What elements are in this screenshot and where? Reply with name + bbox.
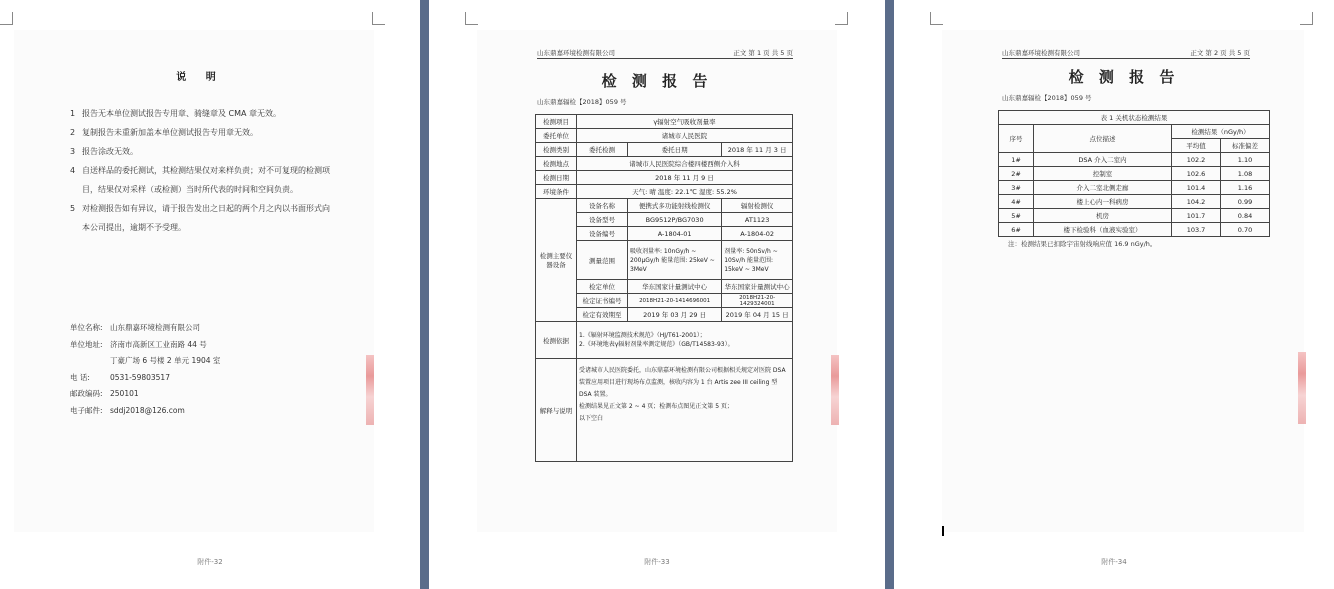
crop-mark: [835, 12, 848, 25]
table-row: 委托单位 诸城市人民医院: [536, 129, 793, 143]
table-row: 设备编号 A-1804-01 A-1804-02: [536, 227, 793, 241]
seal-stamp: [1298, 352, 1306, 424]
header-company: 山东鼎嘉环境检测有限公司: [1002, 49, 1080, 57]
note-item: 1 报告无本单位测试报告专用章、骑缝章及 CMA 章无效。: [70, 109, 282, 118]
table-row: 1# DSA 介入二室内 102.2 1.10: [999, 153, 1270, 167]
table-row: 检测地点 诸城市人民医院综合楼四楼西侧介入科: [536, 157, 793, 171]
info-row: 电子邮件: sddj2018@126.com: [70, 405, 185, 415]
notes-list: [70, 104, 330, 237]
table-header-row: 平均值 标准偏差: [999, 139, 1270, 153]
table-row: 5# 机房 101.7 0.84: [999, 209, 1270, 223]
note-item: 3 报告涂改无效。: [70, 147, 138, 156]
table-note: 注：检测结果已扣除宇宙射线响应值 16.9 nGy/h。: [1008, 240, 1157, 248]
seal-stamp: [831, 355, 839, 425]
page-header: [537, 48, 793, 59]
report-number: 山东鼎嘉辐检【2018】059 号: [1002, 94, 1092, 102]
company-info: [70, 320, 330, 419]
note-item: 5 对检测报告如有异议，请于报告发出之日起的两个月之内以书面形式向本公司提出，逾期不予受理。: [70, 204, 330, 232]
table-row: 设备型号 BG9512P/BG7030 AT1123: [536, 213, 793, 227]
info-row: 电 话: 0531-59803517: [70, 372, 170, 382]
info-row: 单位名称: 山东鼎嘉环境检测有限公司: [70, 323, 200, 332]
page-title: 说 明: [176, 72, 224, 83]
table-row: 解释与说明 受诸城市人民医院委托，山东鼎嘉环境检测有限公司根据相关规定对医院 DSA 装置应用项目进行现场布点监测，核收内容为 1 台 Artis zee III ceiling 型 DSA 装置。 检测结果见正文第 2 ~ 4 页；检测布点图见正文第 5 页； 以下空白: [536, 359, 793, 462]
page-separator: [420, 0, 429, 589]
table-row: 检测依据 1.《辐射环境监测技术规范》（HJ/T61-2001）； 2.《环境地表γ辐射剂量率测定规范》（GB/T14583-93）。: [536, 322, 793, 359]
table-row: 环境条件 天气: 晴 温度: 22.1℃ 湿度: 55.2%: [536, 185, 793, 199]
crop-mark: [372, 12, 385, 25]
report-number: 山东鼎嘉辐检【2018】059 号: [537, 98, 627, 106]
header-company: 山东鼎嘉环境检测有限公司: [537, 49, 615, 57]
info-row: 邮政编码: 250101: [70, 389, 139, 398]
page-footer: 附件-32: [197, 558, 223, 566]
crop-mark: [1300, 12, 1313, 25]
page-footer: 附件-33: [644, 558, 670, 566]
page-footer: 附件-34: [1101, 558, 1127, 566]
table-row: 6# 楼下检验科（血液实验室） 103.7 0.70: [999, 223, 1270, 237]
report-title: 检 测 报 告: [1068, 68, 1180, 86]
report-title: 检 测 报 告: [601, 72, 713, 90]
table-row: 检定证书编号 2018H21-20-1414696001 2018H21-20-1429324001: [536, 294, 793, 308]
report-info-table: [535, 114, 793, 462]
info-row: 丁豪广场 6 号楼 2 单元 1904 室: [110, 356, 221, 365]
note-item: 2 复制报告未重新加盖本单位测试报告专用章无效。: [70, 128, 258, 137]
scanned-sheet: [942, 30, 1304, 532]
note-item: 4 自送样品的委托测试，其检测结果仅对来样负责；对不可复现的检测项目，结果仅对采样（或检测）当时所代表的时间和空间负责。: [70, 166, 330, 194]
crop-mark: [0, 12, 13, 25]
document-page-34[interactable]: [894, 0, 1334, 589]
table-row: 3# 介入二室北侧走廊 101.4 1.16: [999, 181, 1270, 195]
table-row: 4# 楼上心内一科病房 104.2 0.99: [999, 195, 1270, 209]
table-row: 2# 控制室 102.6 1.08: [999, 167, 1270, 181]
table-row: 检测项目 γ辐射空气吸收剂量率: [536, 115, 793, 129]
table-row: 测量范围 吸收剂量率: 10nGy/h ~ 200μGy/h 能量范围: 25keV ~ 3MeV 剂量率: 50nSv/h ~ 10Sv/h 能量范围: 15keV ~ 3MeV: [536, 241, 793, 280]
table-row: 检测主要仪器设备 设备名称 便携式多功能射线检测仪 辐射检测仪: [536, 199, 793, 213]
crop-mark: [465, 12, 478, 25]
table-header-row: 序号 点位描述 检测结果（nGy/h）: [999, 125, 1270, 139]
table-row: 检定单位 华东国家计量测试中心 华东国家计量测试中心: [536, 280, 793, 294]
page-header: [1002, 48, 1250, 59]
table-row: 检测类别 委托检测 委托日期 2018 年 11 月 3 日: [536, 143, 793, 157]
seal-stamp: [366, 355, 374, 425]
table-row: 检测日期 2018 年 11 月 9 日: [536, 171, 793, 185]
header-page: 正文 第 2 页 共 5 页: [1190, 49, 1250, 57]
header-page: 正文 第 1 页 共 5 页: [733, 49, 793, 57]
table-title-row: 表 1 关机状态检测结果: [999, 111, 1270, 125]
crop-mark: [930, 12, 943, 25]
text-cursor: [942, 526, 944, 536]
table-row: 检定有效期至 2019 年 03 月 29 日 2019 年 04 月 15 日: [536, 308, 793, 322]
document-page-32[interactable]: [0, 0, 420, 589]
info-row: 单位地址: 济南市高新区工业南路 44 号: [70, 339, 207, 349]
results-table: [998, 110, 1270, 237]
page-separator: [885, 0, 894, 589]
document-page-33[interactable]: [429, 0, 885, 589]
